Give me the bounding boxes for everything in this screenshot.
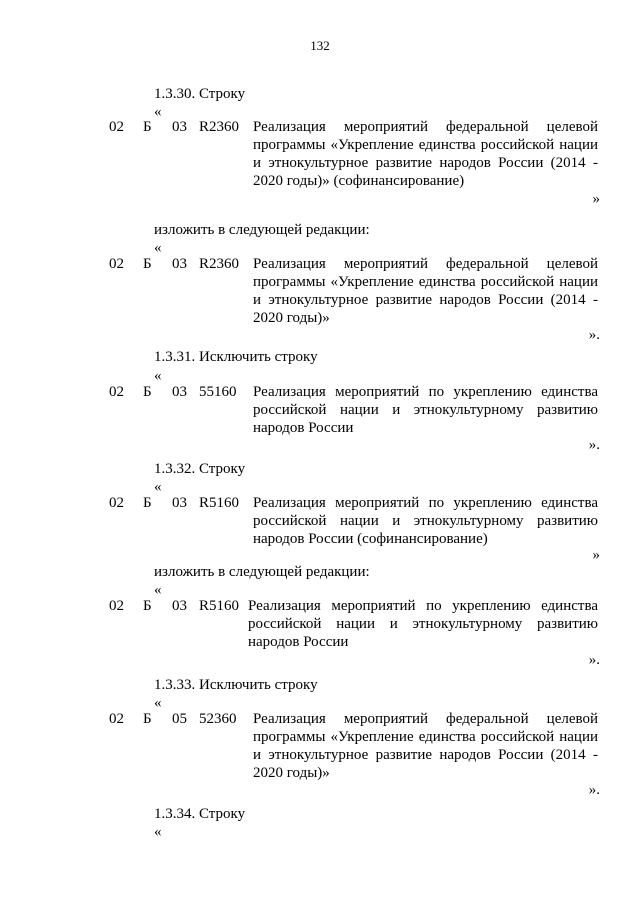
row-description: Реализация мероприятий по укреплению единства российской нации и этнокультурному развитию народов России (248, 598, 598, 650)
code-subprogram: 05 (172, 711, 187, 727)
code-chapter: 02 (109, 598, 124, 614)
close-quote: ». (588, 327, 600, 343)
open-quote: « (154, 240, 162, 256)
code-direction: R2360 (199, 256, 240, 272)
code-program: Б (143, 711, 152, 727)
code-direction: 55160 (199, 384, 237, 400)
code-subprogram: 03 (172, 495, 187, 511)
code-subprogram: 03 (172, 256, 187, 272)
section-heading: изложить в следующей редакции: (154, 222, 370, 238)
row-description: Реализация мероприятий федеральной целевой программы «Укрепление единства российской нации и этнокультурное развитие народов России (2014 - 2020 годы)» (софинансирование) (253, 119, 598, 189)
code-program: Б (143, 598, 152, 614)
open-quote: « (154, 695, 162, 711)
code-program: Б (143, 384, 152, 400)
code-program: Б (143, 256, 152, 272)
code-direction: R2360 (199, 119, 240, 135)
row-description: Реализация мероприятий федеральной целевой программы «Укрепление единства российской нации и этнокультурное развитие народов России (2014 - 2020 годы)» (253, 711, 598, 781)
close-quote: ». (588, 652, 600, 668)
open-quote: « (154, 582, 162, 598)
page-number: 132 (310, 38, 330, 53)
code-direction: 52360 (199, 711, 237, 727)
code-direction: R5160 (199, 495, 240, 511)
section-heading: 1.3.31. Исключить строку (154, 349, 318, 365)
section-heading: 1.3.30. Строку (154, 86, 246, 102)
code-chapter: 02 (109, 384, 124, 400)
section-heading: 1.3.34. Строку (154, 806, 246, 822)
section-heading: изложить в следующей редакции: (154, 564, 370, 580)
code-chapter: 02 (109, 119, 124, 135)
code-program: Б (143, 119, 152, 135)
row-description: Реализация мероприятий по укреплению единства российской нации и этнокультурному развитию народов России (253, 384, 598, 436)
row-description: Реализация мероприятий по укреплению единства российской нации и этнокультурному развитию народов России (софинансирование) (253, 495, 598, 547)
close-quote: » (592, 191, 600, 207)
code-direction: R5160 (199, 598, 240, 614)
open-quote: « (154, 368, 162, 384)
code-chapter: 02 (109, 711, 124, 727)
code-program: Б (143, 495, 152, 511)
section-heading: 1.3.32. Строку (154, 461, 246, 477)
code-subprogram: 03 (172, 119, 187, 135)
code-subprogram: 03 (172, 598, 187, 614)
section-heading: 1.3.33. Исключить строку (154, 677, 318, 693)
open-quote: « (154, 479, 162, 495)
open-quote: « (154, 104, 162, 120)
code-chapter: 02 (109, 256, 124, 272)
code-chapter: 02 (109, 495, 124, 511)
code-subprogram: 03 (172, 384, 187, 400)
close-quote: » (592, 547, 600, 563)
row-description: Реализация мероприятий федеральной целевой программы «Укрепление единства российской нации и этнокультурное развитие народов России (2014 - 2020 годы)» (253, 256, 598, 326)
open-quote: « (154, 824, 162, 840)
close-quote: ». (588, 437, 600, 453)
close-quote: ». (588, 782, 600, 798)
